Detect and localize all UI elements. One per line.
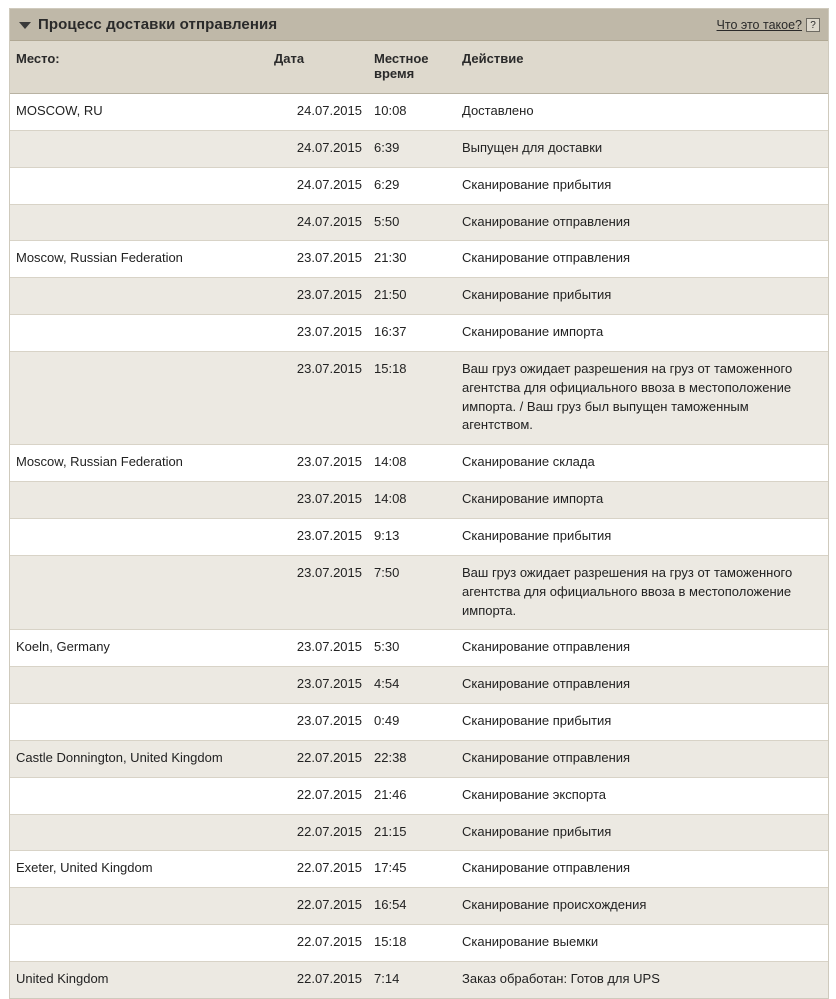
table-row [10,740,828,777]
cell-action: Сканирование склада [456,445,828,482]
cell-action: Сканирование импорта [456,315,828,352]
triangle-down-icon[interactable] [18,18,32,32]
table-row [10,555,828,630]
cell-action: Сканирование отправления [456,630,828,667]
cell-date: 23.07.2015 [268,241,368,278]
cell-place [10,704,268,741]
table-row [10,482,828,519]
cell-date: 24.07.2015 [268,167,368,204]
shipment-progress-panel [9,8,829,999]
question-mark-icon[interactable]: ? [806,18,820,32]
cell-time: 7:14 [368,961,456,997]
table-row [10,925,828,962]
table-row [10,130,828,167]
panel-header [10,9,828,41]
shipment-progress-table [10,41,828,998]
cell-place [10,482,268,519]
cell-date: 23.07.2015 [268,445,368,482]
cell-date: 23.07.2015 [268,704,368,741]
what-is-this-link[interactable]: Что это такое? [716,17,802,32]
cell-place [10,555,268,630]
cell-time: 4:54 [368,667,456,704]
cell-action: Сканирование прибытия [456,167,828,204]
cell-place: MOSCOW, RU [10,94,268,131]
cell-date: 22.07.2015 [268,961,368,997]
table-row [10,241,828,278]
cell-time: 14:08 [368,482,456,519]
table-header-row [10,41,828,94]
cell-place [10,130,268,167]
cell-action: Выпущен для доставки [456,130,828,167]
table-row [10,315,828,352]
cell-place [10,814,268,851]
table-row [10,445,828,482]
cell-date: 22.07.2015 [268,851,368,888]
column-header-date: Дата [268,41,368,94]
cell-action: Сканирование отправления [456,204,828,241]
column-header-action: Действие [456,41,828,94]
cell-time: 10:08 [368,94,456,131]
cell-time: 6:39 [368,130,456,167]
cell-time: 6:29 [368,167,456,204]
cell-action: Ваш груз ожидает разрешения на груз от таможенного агентства для официального ввоза в местоположение импорта. [456,555,828,630]
cell-action: Сканирование импорта [456,482,828,519]
cell-place [10,167,268,204]
cell-time: 7:50 [368,555,456,630]
cell-place [10,925,268,962]
cell-date: 23.07.2015 [268,555,368,630]
table-row [10,204,828,241]
cell-place [10,278,268,315]
cell-action: Сканирование отправления [456,667,828,704]
cell-action: Доставлено [456,94,828,131]
table-row [10,667,828,704]
cell-date: 24.07.2015 [268,204,368,241]
cell-action: Сканирование отправления [456,241,828,278]
page-title: Процесс доставки отправления [38,16,278,33]
cell-time: 17:45 [368,851,456,888]
cell-place [10,315,268,352]
cell-place: Koeln, Germany [10,630,268,667]
cell-time: 0:49 [368,704,456,741]
cell-date: 23.07.2015 [268,315,368,352]
cell-action: Заказ обработан: Готов для UPS [456,961,828,997]
cell-date: 23.07.2015 [268,278,368,315]
table-header [10,41,828,94]
table-row [10,814,828,851]
table-row [10,961,828,997]
cell-date: 23.07.2015 [268,351,368,444]
table-row [10,278,828,315]
cell-place [10,204,268,241]
cell-action: Сканирование прибытия [456,814,828,851]
table-row [10,518,828,555]
cell-action: Сканирование происхождения [456,888,828,925]
cell-place: Moscow, Russian Federation [10,241,268,278]
cell-time: 16:37 [368,315,456,352]
cell-place: Moscow, Russian Federation [10,445,268,482]
cell-place [10,777,268,814]
cell-time: 21:30 [368,241,456,278]
cell-date: 22.07.2015 [268,740,368,777]
cell-action: Сканирование экспорта [456,777,828,814]
cell-action: Сканирование прибытия [456,704,828,741]
cell-action: Сканирование прибытия [456,278,828,315]
cell-date: 23.07.2015 [268,482,368,519]
table-row [10,704,828,741]
cell-date: 22.07.2015 [268,925,368,962]
cell-time: 14:08 [368,445,456,482]
cell-place [10,518,268,555]
table-row [10,94,828,131]
cell-time: 16:54 [368,888,456,925]
cell-time: 9:13 [368,518,456,555]
table-row [10,777,828,814]
cell-time: 22:38 [368,740,456,777]
cell-time: 21:50 [368,278,456,315]
cell-place: United Kingdom [10,961,268,997]
table-row [10,351,828,444]
cell-place [10,888,268,925]
cell-date: 24.07.2015 [268,130,368,167]
cell-date: 24.07.2015 [268,94,368,131]
cell-action: Сканирование выемки [456,925,828,962]
cell-time: 21:46 [368,777,456,814]
cell-place [10,667,268,704]
table-row [10,888,828,925]
cell-time: 5:50 [368,204,456,241]
cell-date: 23.07.2015 [268,630,368,667]
cell-date: 23.07.2015 [268,667,368,704]
cell-date: 22.07.2015 [268,888,368,925]
cell-place [10,351,268,444]
cell-action: Ваш груз ожидает разрешения на груз от таможенного агентства для официального ввоза в местоположение импорта. / Ваш груз был выпущен таможенным агентством. [456,351,828,444]
column-header-time: Местное время [368,41,456,94]
cell-place: Castle Donnington, United Kingdom [10,740,268,777]
cell-action: Сканирование отправления [456,851,828,888]
cell-date: 23.07.2015 [268,518,368,555]
cell-date: 22.07.2015 [268,814,368,851]
table-row [10,851,828,888]
cell-time: 5:30 [368,630,456,667]
panel-header-actions [717,18,820,32]
cell-place: Exeter, United Kingdom [10,851,268,888]
table-row [10,630,828,667]
cell-time: 15:18 [368,351,456,444]
table-row [10,167,828,204]
column-header-place: Место: [10,41,268,94]
cell-time: 15:18 [368,925,456,962]
table-body [10,94,828,998]
cell-time: 21:15 [368,814,456,851]
cell-action: Сканирование прибытия [456,518,828,555]
cell-date: 22.07.2015 [268,777,368,814]
cell-action: Сканирование отправления [456,740,828,777]
